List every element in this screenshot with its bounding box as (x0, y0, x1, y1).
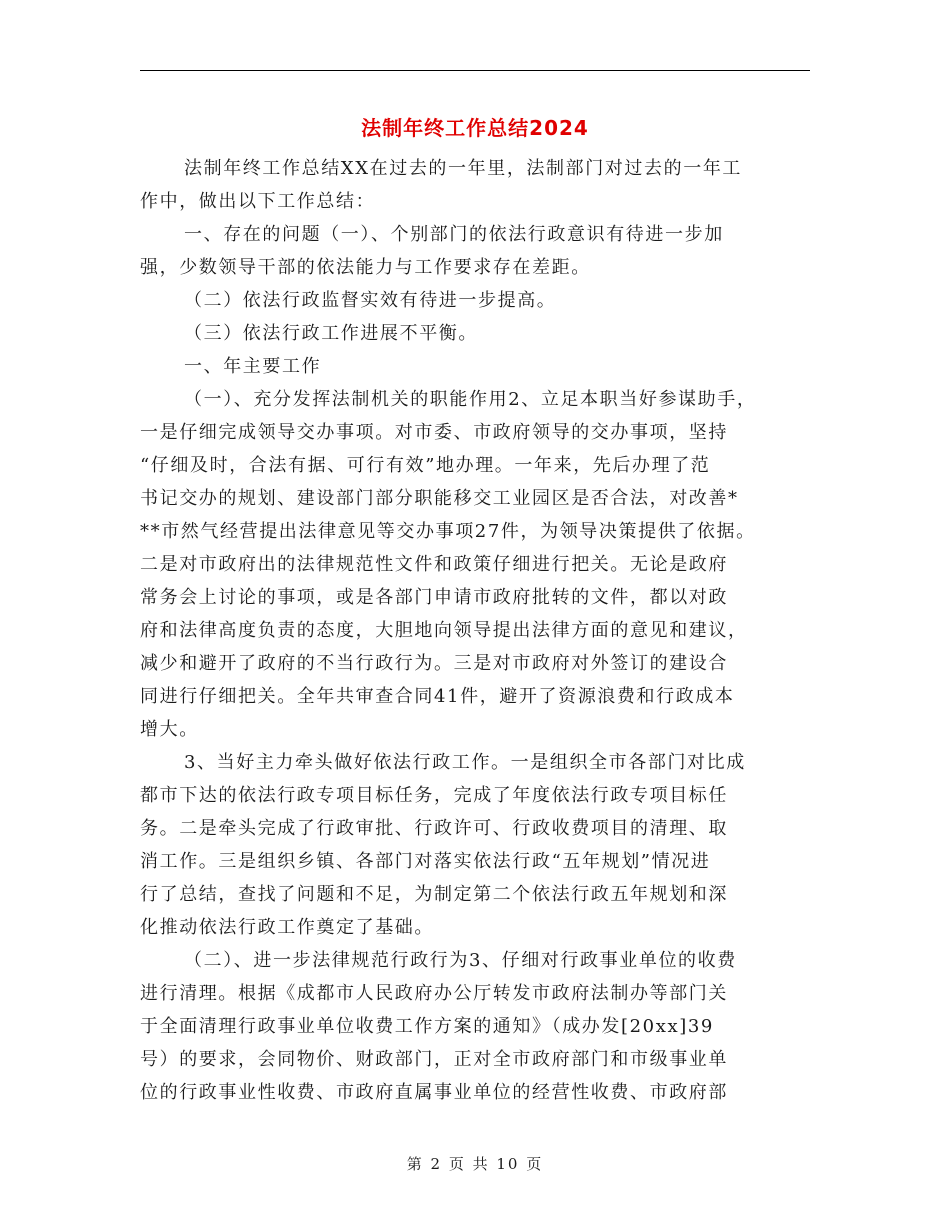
text-line: 增大。 (140, 719, 199, 740)
document-title: 法制年终工作总结2024 (361, 116, 589, 140)
text-line: 常务会上讨论的事项，或是各部门申请市政府批转的文件，都以对政 (140, 587, 728, 608)
text-line: 号）的要求，会同物价、财政部门，正对全市政府部门和市级事业单 (140, 1049, 728, 1070)
text-line: 作中，做出以下工作总结： (140, 191, 376, 212)
text-line: **市然气经营提出法律意见等交办事项27件，为领导决策提供了依据。 (140, 521, 756, 542)
text-line: 位的行政事业性收费、市政府直属事业单位的经营性收费、市政府部 (140, 1082, 728, 1103)
text-line: 一是仔细完成领导交办事项。对市委、市政府领导的交办事项，坚持 (140, 422, 728, 443)
text-line: 减少和避开了政府的不当行政行为。三是对市政府对外签订的建设合 (140, 653, 728, 674)
text-line: 于全面清理行政事业单位收费工作方案的通知》（成办发[20xx]39 (140, 1016, 714, 1037)
text-line: 书记交办的规划、建设部门部分职能移交工业园区是否合法，对改善* (140, 488, 739, 509)
text-line: 消工作。三是组织乡镇、各部门对落实依法行政“五年规划”情况进 (140, 851, 711, 872)
text-line: “仔细及时，合法有据、可行有效”地办理。一年来，先后办理了范 (140, 455, 711, 476)
text-line: 行了总结，查找了问题和不足，为制定第二个依法行政五年规划和深 (140, 884, 728, 905)
text-line: （一）、充分发挥法制机关的职能作用2、立足本职当好参谋助手， (184, 389, 757, 410)
text-line: 强，少数领导干部的依法能力与工作要求存在差距。 (140, 257, 591, 278)
document-body (140, 152, 830, 1109)
page-footer: 第 2 页 共 10 页 (406, 1155, 544, 1173)
text-line: 进行清理。根据《成都市人民政府办公厅转发市政府法制办等部门关 (140, 983, 728, 1004)
text-line: 一、存在的问题（一）、个别部门的依法行政意识有待进一步加 (184, 224, 724, 245)
text-line: （二）依法行政监督实效有待进一步提高。 (184, 290, 557, 311)
text-line: （二）、进一步法律规范行政行为3、仔细对行政事业单位的收费 (184, 950, 737, 971)
text-line: 3、当好主力牵头做好依法行政工作。一是组织全市各部门对比成 (184, 752, 746, 773)
text-line: 都市下达的依法行政专项目标任务，完成了年度依法行政专项目标任 (140, 785, 728, 806)
header-rule (140, 70, 810, 71)
text-line: 同进行仔细把关。全年共审查合同41件，避开了资源浪费和行政成本 (140, 686, 735, 707)
text-line: （三）依法行政工作进展不平衡。 (184, 323, 478, 344)
text-line: 法制年终工作总结XX在过去的一年里，法制部门对过去的一年工 (184, 158, 743, 179)
text-line: 府和法律高度负责的态度，大胆地向领导提出法律方面的意见和建议， (140, 620, 748, 641)
text-line: 务。二是牵头完成了行政审批、行政许可、行政收费项目的清理、取 (140, 818, 728, 839)
text-line: 二是对市政府出的法律规范性文件和政策仔细进行把关。无论是政府 (140, 554, 728, 575)
text-line: 化推动依法行政工作奠定了基础。 (140, 917, 434, 938)
text-line: 一、年主要工作 (184, 356, 322, 377)
